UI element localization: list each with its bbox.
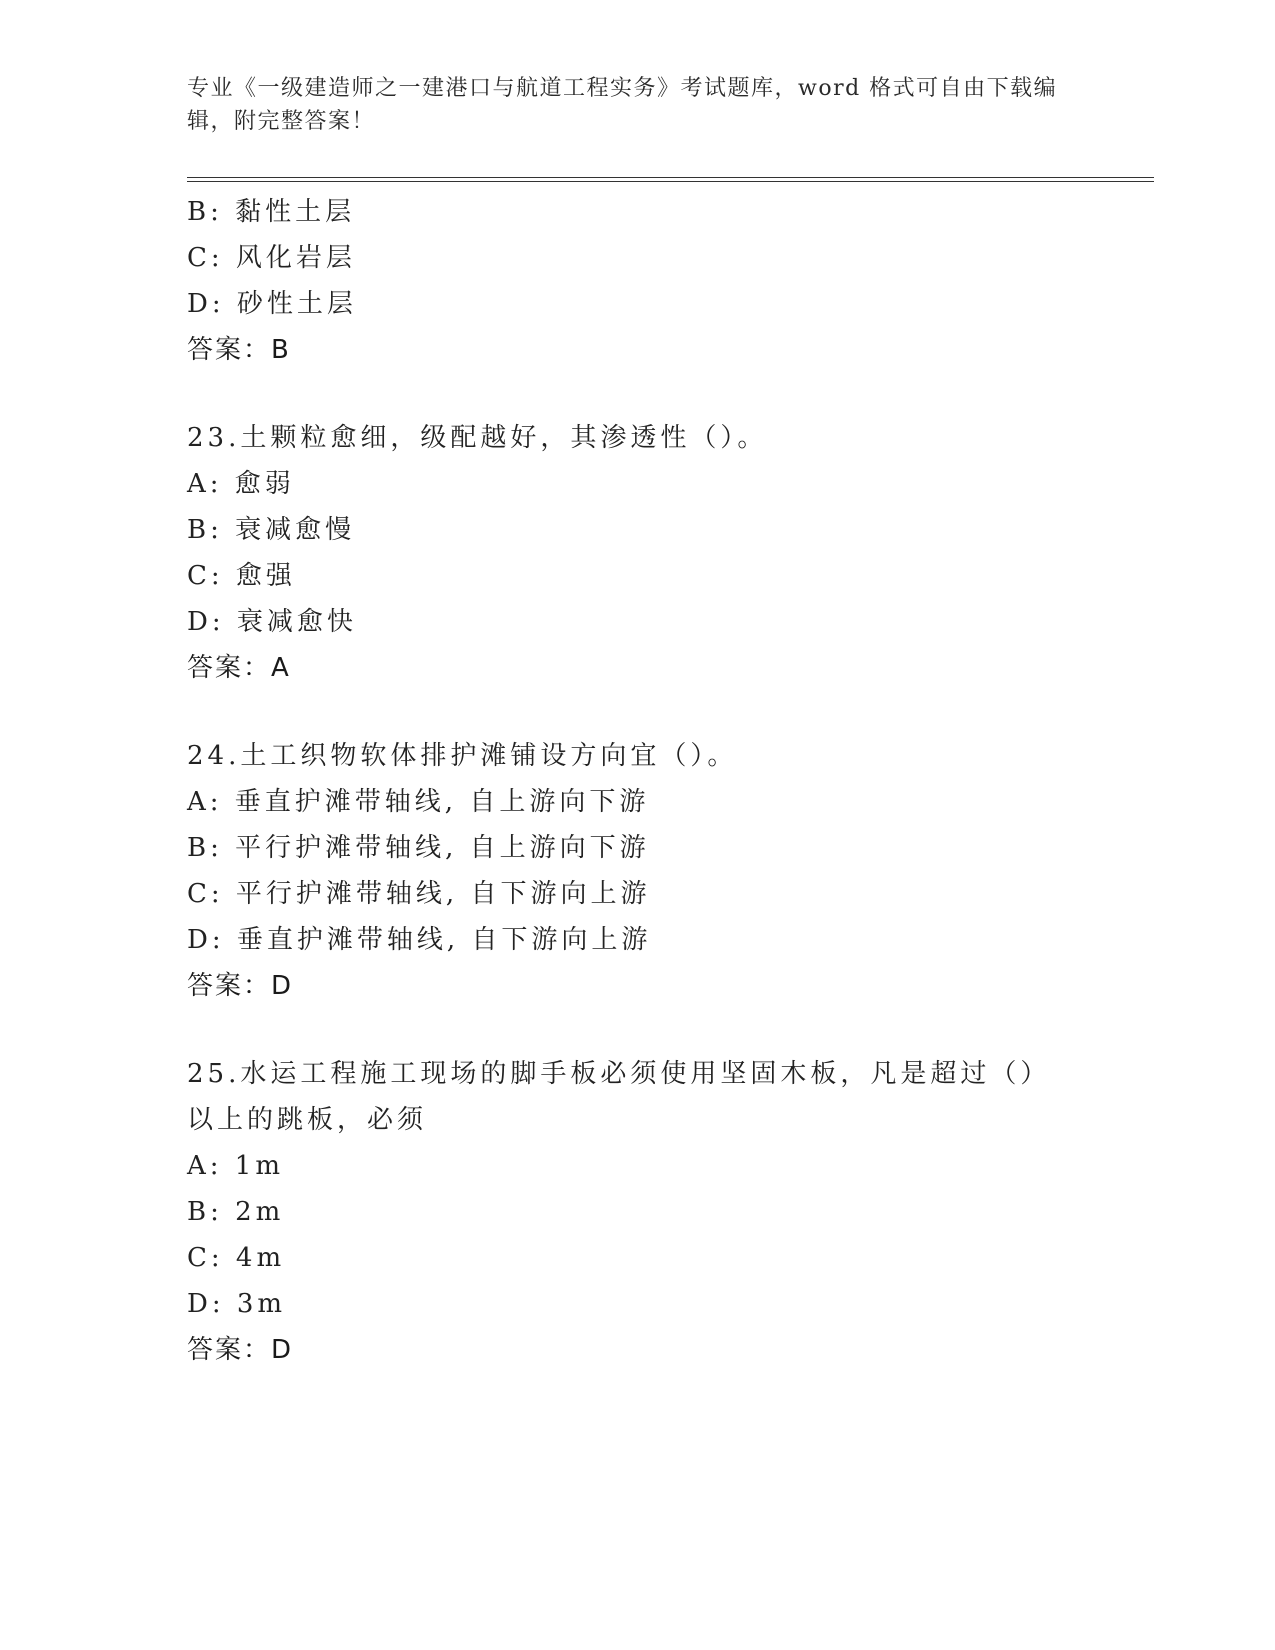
answer-line: 答案：B (187, 335, 291, 365)
option-d: D: 3m (187, 1289, 287, 1319)
question-23 (187, 415, 1087, 691)
question-24 (187, 733, 1087, 1009)
option-a: A: 垂直护滩带轴线, 自上游向下游 (187, 787, 650, 817)
option-a: A: 1m (187, 1151, 284, 1181)
answer-line: 答案：A (187, 653, 291, 683)
answer-line: 答案：D (187, 1335, 294, 1365)
option-a: A: 愈弱 (187, 469, 295, 499)
option-c: C: 4m (187, 1243, 286, 1273)
question-stem: 23.土颗粒愈细，级配越好，其渗透性（）。 (187, 423, 768, 453)
answer-line: 答案：D (187, 971, 294, 1001)
option-b: B: 衰减愈慢 (187, 515, 356, 545)
question-list (187, 189, 1087, 1373)
spacer (187, 373, 1087, 415)
option-b: B: 平行护滩带轴线, 自上游向下游 (187, 833, 650, 863)
option-c: C: 平行护滩带轴线, 自下游向上游 (187, 879, 651, 909)
question-stem: 25.水运工程施工现场的脚手板必须使用坚固木板，凡是超过（）以上的跳板，必须 (187, 1059, 1051, 1135)
question-25 (187, 1051, 1087, 1373)
question-fragment (187, 189, 1087, 373)
spacer (187, 691, 1087, 733)
option-b: B: 黏性土层 (187, 197, 356, 227)
option-d: D: 垂直护滩带轴线, 自下游向上游 (187, 925, 652, 955)
option-b: B: 2m (187, 1197, 285, 1227)
spacer (187, 1009, 1087, 1051)
header-rule-bottom (187, 181, 1154, 182)
option-d: D: 砂性土层 (187, 289, 357, 319)
document-header: 专业《一级建造师之一建港口与航道工程实务》考试题库，word 格式可自由下载编辑，附完整答案！ (187, 76, 1058, 134)
option-c: C: 风化岩层 (187, 243, 356, 273)
option-c: C: 愈强 (187, 561, 296, 591)
header-rule-top (187, 177, 1154, 178)
question-stem: 24.土工织物软体排护滩铺设方向宜（）。 (187, 741, 738, 771)
option-d: D: 衰减愈快 (187, 607, 357, 637)
